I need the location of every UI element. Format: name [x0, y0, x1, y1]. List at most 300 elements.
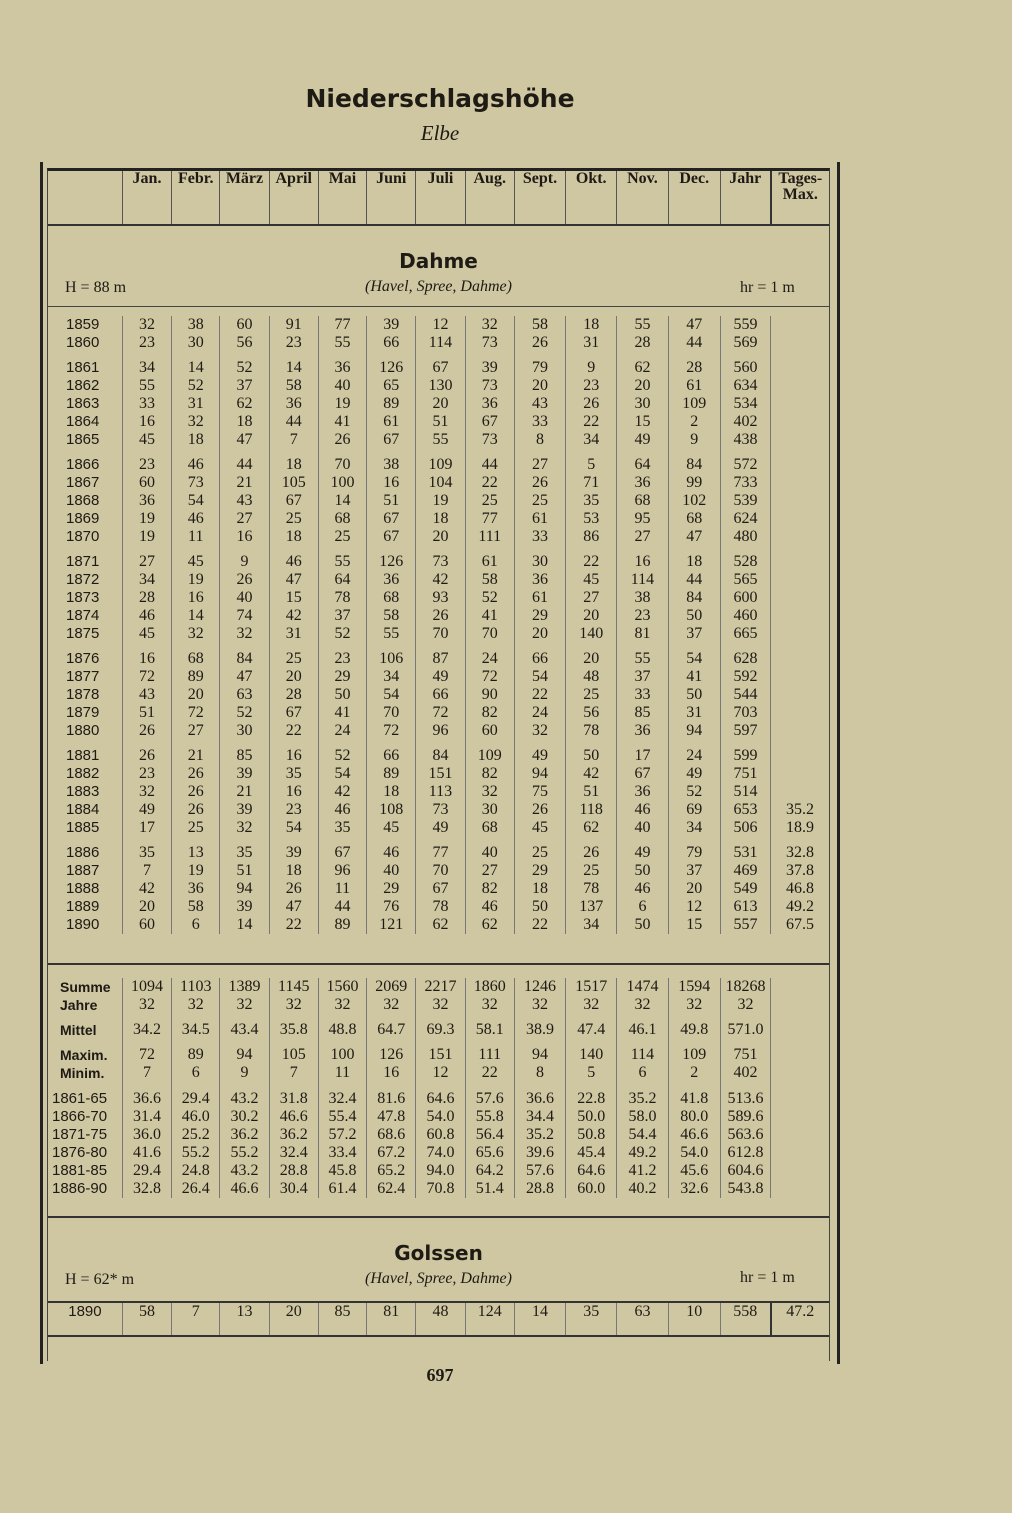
value-cell: 81 [617, 625, 668, 643]
station-golssen-height: H = 62* m [65, 1271, 135, 1288]
summary-value: 32 [122, 996, 171, 1014]
value-cell: 12 [416, 316, 465, 334]
value-cell: 45 [172, 546, 220, 571]
value-cell: 14 [269, 352, 318, 377]
value-cell: 78 [318, 589, 366, 607]
column-header: Juni [367, 171, 416, 225]
summary-value: 32 [269, 996, 318, 1014]
daily-max-cell [771, 643, 829, 668]
year-total-cell: 600 [720, 589, 770, 607]
value-cell: 60 [220, 316, 269, 334]
column-header: Febr. [172, 171, 220, 225]
value-cell: 41 [318, 704, 366, 722]
value-cell: 55 [318, 334, 366, 352]
value-cell: 72 [416, 704, 465, 722]
value-cell: 19 [172, 571, 220, 589]
value-cell: 76 [367, 898, 416, 916]
value-cell: 23 [617, 607, 668, 625]
value-cell: 52 [220, 704, 269, 722]
table-row [48, 916, 829, 934]
value-cell: 46 [465, 898, 514, 916]
year-cell: 1870 [48, 528, 122, 546]
value-cell: 72 [122, 668, 171, 686]
value-cell: 90 [465, 686, 514, 704]
value-cell: 137 [566, 898, 617, 916]
column-header: Jahr [720, 171, 770, 225]
year-total-cell: 569 [720, 334, 770, 352]
column-header-row [48, 171, 829, 226]
period-value: 36.2 [220, 1126, 269, 1144]
year-total-cell: 528 [720, 546, 770, 571]
value-cell: 9 [220, 546, 269, 571]
year-total-cell: 559 [720, 316, 770, 334]
summary-value: 72 [122, 1039, 171, 1064]
value-cell: 25 [566, 862, 617, 880]
value-cell: 63 [220, 686, 269, 704]
table-row [48, 625, 829, 643]
value-cell: 49 [668, 765, 720, 783]
table-row [48, 819, 829, 837]
summary-label: Maxim. [48, 1039, 122, 1064]
period-value: 45.6 [668, 1162, 720, 1180]
period-value: 54.4 [617, 1126, 668, 1144]
value-cell: 26 [566, 395, 617, 413]
year-total-cell: 572 [720, 449, 770, 474]
summary-row [48, 1064, 829, 1082]
value-cell: 26 [172, 783, 220, 801]
summary-value: 2217 [416, 978, 465, 996]
period-value: 94.0 [416, 1162, 465, 1180]
value-cell: 27 [220, 510, 269, 528]
value-cell: 84 [668, 449, 720, 474]
value-cell: 61 [514, 589, 565, 607]
value-cell: 9 [668, 431, 720, 449]
value-cell: 26 [122, 740, 171, 765]
daily-max-cell [771, 571, 829, 589]
value-cell: 21 [220, 783, 269, 801]
value-cell: 66 [416, 686, 465, 704]
value-cell: 31 [566, 334, 617, 352]
value-cell: 22 [514, 686, 565, 704]
value-cell: 25 [318, 528, 366, 546]
value-cell: 27 [617, 528, 668, 546]
value-cell: 21 [172, 740, 220, 765]
value-cell: 37 [318, 607, 366, 625]
value-cell: 44 [668, 334, 720, 352]
period-value: 28.8 [514, 1180, 565, 1198]
year-total-cell: 628 [720, 643, 770, 668]
year-cell: 1886 [48, 837, 122, 862]
value-cell: 37 [668, 625, 720, 643]
year-total-cell: 733 [720, 474, 770, 492]
value-cell: 89 [318, 916, 366, 934]
value-cell: 35 [318, 819, 366, 837]
value-cell: 51 [566, 783, 617, 801]
value-cell: 63 [617, 1302, 668, 1336]
value-cell: 7 [172, 1302, 220, 1336]
column-header: Mai [318, 171, 366, 225]
period-value [771, 1126, 829, 1144]
period-value: 32.6 [668, 1180, 720, 1198]
summary-value: 9 [220, 1064, 269, 1082]
value-cell: 36 [269, 395, 318, 413]
period-value: 25.2 [172, 1126, 220, 1144]
summary-value: 140 [566, 1039, 617, 1064]
period-value: 604.6 [720, 1162, 770, 1180]
value-cell: 68 [318, 510, 366, 528]
value-cell: 67 [367, 528, 416, 546]
value-cell: 60 [122, 916, 171, 934]
period-value: 43.2 [220, 1162, 269, 1180]
value-cell: 114 [416, 334, 465, 352]
summary-value: 11 [318, 1064, 366, 1082]
value-cell: 16 [269, 740, 318, 765]
page-title: Niederschlagshöhe [305, 84, 575, 113]
column-header: Jan. [122, 171, 171, 225]
table-row [48, 722, 829, 740]
table-row [48, 783, 829, 801]
value-cell: 54 [172, 492, 220, 510]
value-cell: 93 [416, 589, 465, 607]
value-cell: 29 [367, 880, 416, 898]
value-cell: 5 [566, 449, 617, 474]
value-cell: 12 [668, 898, 720, 916]
value-cell: 46 [122, 607, 171, 625]
value-cell: 68 [465, 819, 514, 837]
value-cell: 81 [367, 1302, 416, 1336]
period-label: 1866-70 [48, 1108, 122, 1126]
year-total-cell: 549 [720, 880, 770, 898]
value-cell: 113 [416, 783, 465, 801]
daily-max-cell [771, 528, 829, 546]
value-cell: 38 [172, 316, 220, 334]
column-header: Nov. [617, 171, 668, 225]
value-cell: 50 [617, 916, 668, 934]
value-cell: 70 [367, 704, 416, 722]
value-cell: 84 [416, 740, 465, 765]
summary-label: Summe [48, 978, 122, 996]
value-cell: 22 [566, 546, 617, 571]
period-value: 589.6 [720, 1108, 770, 1126]
value-cell: 19 [416, 492, 465, 510]
period-value: 74.0 [416, 1144, 465, 1162]
table-row [48, 395, 829, 413]
value-cell: 26 [514, 801, 565, 819]
summary-label: Mittel [48, 1014, 122, 1039]
value-cell: 42 [269, 607, 318, 625]
value-cell: 67 [367, 431, 416, 449]
value-cell: 55 [416, 431, 465, 449]
year-total-cell: 599 [720, 740, 770, 765]
value-cell: 73 [416, 546, 465, 571]
period-value: 57.2 [318, 1126, 366, 1144]
period-value: 30.2 [220, 1108, 269, 1126]
period-value: 55.4 [318, 1108, 366, 1126]
daily-max-cell [771, 704, 829, 722]
summary-value: 35.8 [269, 1014, 318, 1039]
period-row [48, 1162, 829, 1180]
value-cell: 44 [668, 571, 720, 589]
dahme-yearly-table [48, 316, 829, 934]
value-cell: 79 [514, 352, 565, 377]
value-cell: 20 [416, 395, 465, 413]
value-cell: 52 [172, 377, 220, 395]
period-value: 36.6 [514, 1082, 565, 1108]
value-cell: 29 [514, 862, 565, 880]
value-cell: 19 [122, 510, 171, 528]
table-row [48, 880, 829, 898]
period-value: 54.0 [416, 1108, 465, 1126]
value-cell: 24 [465, 643, 514, 668]
value-cell: 35 [122, 837, 171, 862]
value-cell: 44 [269, 413, 318, 431]
value-cell: 40 [465, 837, 514, 862]
period-value: 46.6 [668, 1126, 720, 1144]
value-cell: 9 [566, 352, 617, 377]
year-cell: 1890 [48, 1302, 122, 1336]
summary-value: 18268 [720, 978, 770, 996]
value-cell: 46 [617, 801, 668, 819]
year-cell: 1890 [48, 916, 122, 934]
value-cell: 85 [617, 704, 668, 722]
year-total-cell: 460 [720, 607, 770, 625]
value-cell: 41 [318, 413, 366, 431]
value-cell: 84 [668, 589, 720, 607]
value-cell: 62 [566, 819, 617, 837]
summary-value: 1474 [617, 978, 668, 996]
value-cell: 32 [465, 783, 514, 801]
year-cell: 1872 [48, 571, 122, 589]
column-header: Okt. [566, 171, 617, 225]
value-cell: 15 [617, 413, 668, 431]
column-header: April [269, 171, 318, 225]
daily-max-cell: 67.5 [786, 916, 815, 933]
value-cell: 20 [269, 1302, 318, 1336]
period-row [48, 1126, 829, 1144]
year-cell: 1875 [48, 625, 122, 643]
value-cell: 39 [220, 801, 269, 819]
value-cell: 60 [465, 722, 514, 740]
period-value: 32.8 [122, 1180, 171, 1198]
value-cell: 46 [269, 546, 318, 571]
summary-value [771, 996, 829, 1014]
value-cell: 82 [465, 880, 514, 898]
value-cell: 70 [465, 625, 514, 643]
table-row [48, 862, 829, 880]
value-cell: 68 [617, 492, 668, 510]
summary-row [48, 1039, 829, 1064]
value-cell: 70 [416, 862, 465, 880]
value-cell: 58 [269, 377, 318, 395]
value-cell: 45 [122, 625, 171, 643]
value-cell: 35 [566, 492, 617, 510]
daily-max-cell [771, 510, 829, 528]
value-cell: 42 [318, 783, 366, 801]
value-cell: 6 [617, 898, 668, 916]
year-total-cell: 703 [720, 704, 770, 722]
value-cell: 14 [318, 492, 366, 510]
table-row [48, 571, 829, 589]
summary-value: 49.8 [668, 1014, 720, 1039]
value-cell: 68 [172, 643, 220, 668]
value-cell: 94 [514, 765, 565, 783]
summary-value: 69.3 [416, 1014, 465, 1039]
value-cell: 18 [668, 546, 720, 571]
value-cell: 62 [416, 916, 465, 934]
value-cell: 22 [269, 722, 318, 740]
column-header: Juli [416, 171, 465, 225]
value-cell: 28 [668, 352, 720, 377]
value-cell: 96 [416, 722, 465, 740]
period-value: 40.2 [617, 1180, 668, 1198]
value-cell: 39 [465, 352, 514, 377]
value-cell: 105 [269, 474, 318, 492]
value-cell: 53 [566, 510, 617, 528]
year-total-cell: 438 [720, 431, 770, 449]
summary-value: 32 [367, 996, 416, 1014]
period-value: 39.6 [514, 1144, 565, 1162]
year-total-cell: 751 [720, 765, 770, 783]
period-value [771, 1144, 829, 1162]
value-cell: 36 [318, 352, 366, 377]
value-cell: 29 [514, 607, 565, 625]
value-cell: 34 [122, 571, 171, 589]
period-value: 55.2 [172, 1144, 220, 1162]
value-cell: 126 [367, 352, 416, 377]
value-cell: 71 [566, 474, 617, 492]
year-cell: 1864 [48, 413, 122, 431]
value-cell: 14 [220, 916, 269, 934]
value-cell: 20 [122, 898, 171, 916]
table-row [48, 546, 829, 571]
period-value: 65.6 [465, 1144, 514, 1162]
value-cell: 66 [367, 740, 416, 765]
daily-max-cell [771, 740, 829, 765]
station-dahme-gauge: hr = 1 m [740, 279, 795, 296]
value-cell: 73 [465, 334, 514, 352]
period-value: 35.2 [514, 1126, 565, 1144]
period-value: 67.2 [367, 1144, 416, 1162]
value-cell: 37 [668, 862, 720, 880]
value-cell: 43 [514, 395, 565, 413]
table-row [48, 413, 829, 431]
summary-value: 6 [617, 1064, 668, 1082]
value-cell: 6 [172, 916, 220, 934]
value-cell: 20 [617, 377, 668, 395]
period-value: 513.6 [720, 1082, 770, 1108]
value-cell: 47 [220, 431, 269, 449]
year-total-cell: 560 [720, 352, 770, 377]
value-cell: 126 [367, 546, 416, 571]
period-value: 70.8 [416, 1180, 465, 1198]
daily-max-cell [771, 765, 829, 783]
value-cell: 100 [318, 474, 366, 492]
table-row [48, 510, 829, 528]
value-cell: 73 [465, 377, 514, 395]
period-value: 43.2 [220, 1082, 269, 1108]
value-cell: 16 [269, 783, 318, 801]
period-label: 1886-90 [48, 1180, 122, 1198]
value-cell: 47 [668, 528, 720, 546]
period-value: 81.6 [367, 1082, 416, 1108]
value-cell: 67 [269, 704, 318, 722]
value-cell: 66 [514, 643, 565, 668]
value-cell: 34 [566, 431, 617, 449]
value-cell: 72 [172, 704, 220, 722]
table-row [48, 765, 829, 783]
daily-max-cell [771, 413, 829, 431]
value-cell: 61 [367, 413, 416, 431]
summary-value: 571.0 [720, 1014, 770, 1039]
value-cell: 47 [220, 668, 269, 686]
summary-value: 43.4 [220, 1014, 269, 1039]
summary-label: Minim. [48, 1064, 122, 1082]
value-cell: 95 [617, 510, 668, 528]
value-cell: 23 [269, 801, 318, 819]
table-row [48, 898, 829, 916]
summary-value [771, 1064, 829, 1082]
value-cell: 38 [617, 589, 668, 607]
value-cell: 33 [122, 395, 171, 413]
value-cell: 51 [122, 704, 171, 722]
value-cell: 89 [367, 765, 416, 783]
station-divider [48, 1216, 829, 1218]
value-cell: 67 [318, 837, 366, 862]
value-cell: 42 [416, 571, 465, 589]
value-cell: 14 [172, 607, 220, 625]
value-cell: 26 [318, 431, 366, 449]
period-value: 58.0 [617, 1108, 668, 1126]
value-cell: 16 [172, 589, 220, 607]
daily-max-cell [771, 722, 829, 740]
period-value: 57.6 [465, 1082, 514, 1108]
value-cell: 8 [514, 431, 565, 449]
value-cell: 39 [220, 898, 269, 916]
year-cell: 1888 [48, 880, 122, 898]
value-cell: 86 [566, 528, 617, 546]
daily-max-cell [771, 492, 829, 510]
value-cell: 7 [122, 862, 171, 880]
value-cell: 42 [566, 765, 617, 783]
value-cell: 35 [566, 1302, 617, 1336]
value-cell: 18 [514, 880, 565, 898]
period-row [48, 1144, 829, 1162]
header-empty-cell [48, 171, 122, 225]
value-cell: 16 [220, 528, 269, 546]
year-cell: 1869 [48, 510, 122, 528]
year-cell: 1878 [48, 686, 122, 704]
value-cell: 14 [172, 352, 220, 377]
value-cell: 27 [172, 722, 220, 740]
value-cell: 124 [465, 1302, 514, 1336]
value-cell: 68 [367, 589, 416, 607]
daily-max-cell [771, 352, 829, 377]
period-value: 33.4 [318, 1144, 366, 1162]
daily-max-cell [771, 377, 829, 395]
value-cell: 34 [566, 916, 617, 934]
period-value: 612.8 [720, 1144, 770, 1162]
daily-max-cell [771, 546, 829, 571]
period-value: 41.8 [668, 1082, 720, 1108]
daily-max-cell: 18.9 [786, 819, 815, 836]
value-cell: 20 [416, 528, 465, 546]
value-cell: 36 [465, 395, 514, 413]
summary-value: 1389 [220, 978, 269, 996]
year-total-cell: 534 [720, 395, 770, 413]
summary-value: 32 [668, 996, 720, 1014]
value-cell: 69 [668, 801, 720, 819]
period-value: 46.6 [269, 1108, 318, 1126]
